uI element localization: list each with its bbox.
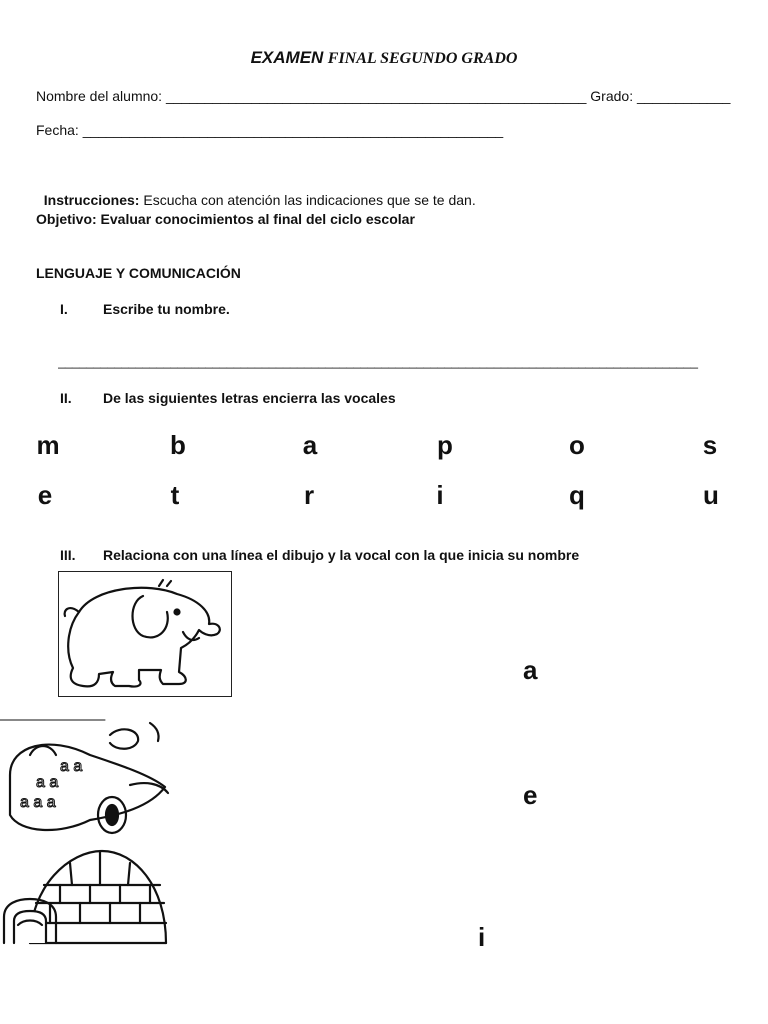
section-title: LENGUAJE Y COMUNICACIÓN [36,265,241,281]
svg-text:a a a: a a a [20,794,56,811]
svg-text:a a: a a [36,774,59,791]
instructions-text: Escucha con atención las indicaciones que se te dan. [139,192,476,208]
vowel-a: a [523,655,538,685]
elephant-icon [59,572,231,696]
letter: e [37,480,53,510]
item-3-text: Relaciona con una línea el dibujo y la vocal con la que inicia su nombre [103,547,580,563]
student-name-line: Nombre del alumno: ______________________________________________________ Grado: ____________ [36,88,731,104]
letter: a [302,430,318,460]
title-part2: FINAL SEGUNDO GRADO [327,50,518,67]
vowel-i: i [478,922,486,952]
exam-title [0,48,768,68]
letter: o [569,430,585,460]
letter: q [569,480,585,510]
airplane-drawing [0,715,172,845]
elephant-drawing [58,571,232,697]
letter: t [170,480,180,510]
item-1-number: I. [60,301,68,317]
item-2-text: De las siguientes letras encierra las vocales [103,390,396,406]
letter: u [703,480,719,510]
item-2-number: II. [60,390,72,406]
vowel-e: e [523,780,538,810]
igloo-drawing [0,845,172,945]
letter: b [170,430,186,460]
igloo-icon [0,845,172,945]
instructions-label: Instrucciones: [43,192,140,208]
letter: r [303,480,315,510]
item-3-number: III. [60,547,76,563]
instructions [36,176,476,208]
svg-text:a a: a a [60,758,83,775]
airplane-icon [0,715,172,845]
answer-line: ___________________________________________________________________________________________ [58,354,698,369]
date-line: Fecha: ______________________________________________________ [36,122,504,138]
letter: s [702,430,718,460]
letter: p [437,430,453,460]
letter: i [436,480,444,510]
title-part1: EXAMEN [250,48,324,67]
item-1-text: Escribe tu nombre. [103,301,230,317]
objective: Objetivo: Evaluar conocimientos al final del ciclo escolar [36,211,415,227]
letter: m [36,430,60,460]
